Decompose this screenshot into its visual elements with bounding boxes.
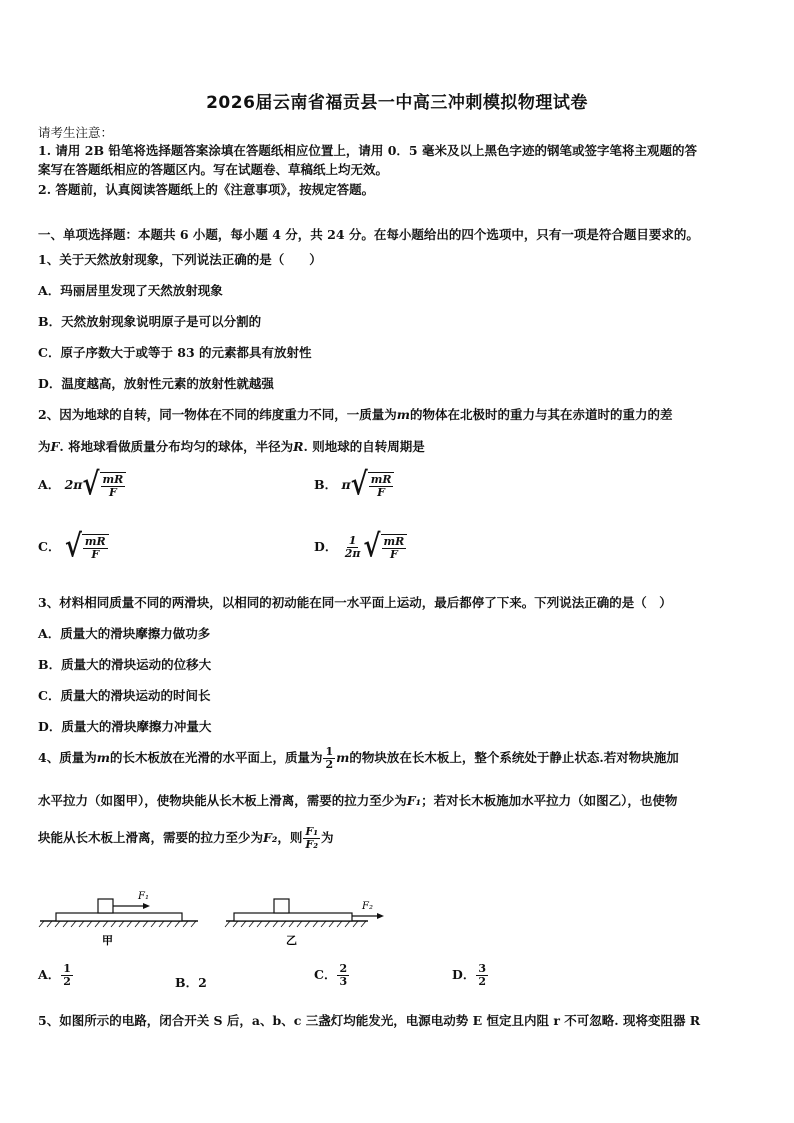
radical: √ $\frac{mR}{F}$ xyxy=(65,534,109,561)
page-title: 2026届云南省福贡县一中高三冲刺模拟物理试卷 xyxy=(206,93,588,113)
question-3-option-d: D．质量大的滑块摩擦力冲量大 xyxy=(38,719,212,734)
question-2-option-b: B． π √ $\frac{mR}{F}$ xyxy=(314,472,394,499)
question-2-stem-cont: 为F. 将地球看做质量分布均匀的球体，半径为R. 则地球的自转周期是 xyxy=(38,439,425,454)
question-4-option-b: B．2 xyxy=(175,975,207,990)
question-2-option-d: D． $\frac{1}{2\pi}$ √ $\frac{mR}{F}$ xyxy=(314,534,407,561)
question-2-option-c: C． √ $\frac{mR}{F}$ xyxy=(38,534,109,561)
question-2-option-a: A． 2π √ $\frac{mR}{F}$ xyxy=(38,472,126,499)
question-4-option-c: C． $\frac{2}{3}$ xyxy=(314,962,348,989)
question-4-stem-cont-2: 块能从长木板上滑离，需要的拉力至少为F₂，则 $\frac{\text{F₁}}{\text{F₂}}$ 为 xyxy=(38,825,334,852)
question-4-figure xyxy=(38,885,398,955)
force-label-f2: F₂ xyxy=(362,901,373,912)
question-1-option-b: B．天然放射现象说明原子是可以分割的 xyxy=(38,314,262,329)
question-4-option-a: A． $\frac{1}{2}$ xyxy=(38,962,71,989)
figure-label-jia: 甲 xyxy=(102,934,113,947)
block xyxy=(98,899,113,913)
question-5-stem: 5、如图所示的电路，闭合开关 S 后，a、b、c 三盏灯均能发光，电源电动势 E 恒定且内阻 r 不可忽略. 现将变阻器 R xyxy=(38,1013,701,1028)
notice-item-1: 1. 请用 2B 铅笔将选择题答案涂填在答题纸相应位置上，请用 0．5 毫米及以上黑色字迹的钢笔或签字笔将主观题的答 xyxy=(38,143,697,158)
question-4-option-d: D． $\frac{3}{2}$ xyxy=(452,962,486,989)
notice-item-2: 2. 答题前，认真阅读答题纸上的《注意事项》，按规定答题。 xyxy=(38,182,375,197)
figure-jia xyxy=(39,891,198,947)
question-1-option-a: A．玛丽居里发现了天然放射现象 xyxy=(38,283,223,298)
question-4-stem: 4、质量为m的长木板放在光滑的水平面上，质量为 $\frac{1}{2}$ m的物块放在长木板上，整个系统处于静止状态.若对物块施加 xyxy=(38,745,679,772)
question-3-option-c: C．质量大的滑块运动的时间长 xyxy=(38,688,211,703)
radical: √ $\frac{mR}{F}$ xyxy=(82,472,126,499)
notice-item-1-cont: 案写在答题纸相应的答题区内。写在试题卷、草稿纸上均无效。 xyxy=(38,162,389,177)
question-1-option-c: C．原子序数大于或等于 83 的元素都具有放射性 xyxy=(38,345,312,360)
question-1-option-d: D．温度越高，放射性元素的放射性就越强 xyxy=(38,376,274,391)
force-label-f1: F₁ xyxy=(138,891,149,902)
long-board xyxy=(234,913,352,921)
long-board xyxy=(56,913,182,921)
block xyxy=(274,899,289,913)
question-1-stem: 1、关于天然放射现象，下列说法正确的是（ ） xyxy=(38,252,322,267)
section-heading: 一、单项选择题：本题共 6 小题，每小题 4 分，共 24 分。在每小题给出的四个选项中，只有一项是符合题目要求的。 xyxy=(38,227,699,242)
figure-yi xyxy=(225,899,384,947)
question-3-option-a: A．质量大的滑块摩擦力做功多 xyxy=(38,626,211,641)
notice-heading: 请考生注意： xyxy=(38,125,114,140)
radical: √ $\frac{mR}{F}$ xyxy=(363,534,407,561)
question-2-stem: 2、因为地球的自转，同一物体在不同的纬度重力不同，一质量为m的物体在北极时的重力与其在赤道时的重力的差 xyxy=(38,407,673,422)
question-3-option-b: B．质量大的滑块运动的位移大 xyxy=(38,657,212,672)
figure-label-yi: 乙 xyxy=(286,934,297,947)
question-3-stem: 3、材料相同质量不同的两滑块，以相同的初动能在同一水平面上运动，最后都停了下来。下列说法正确的是（ ） xyxy=(38,595,672,610)
radical: √ $\frac{mR}{F}$ xyxy=(351,472,395,499)
question-4-stem-cont: 水平拉力（如图甲），使物块能从长木板上滑离，需要的拉力至少为F₁；若对长木板施加水平拉力（如图乙），也使物 xyxy=(38,793,678,808)
